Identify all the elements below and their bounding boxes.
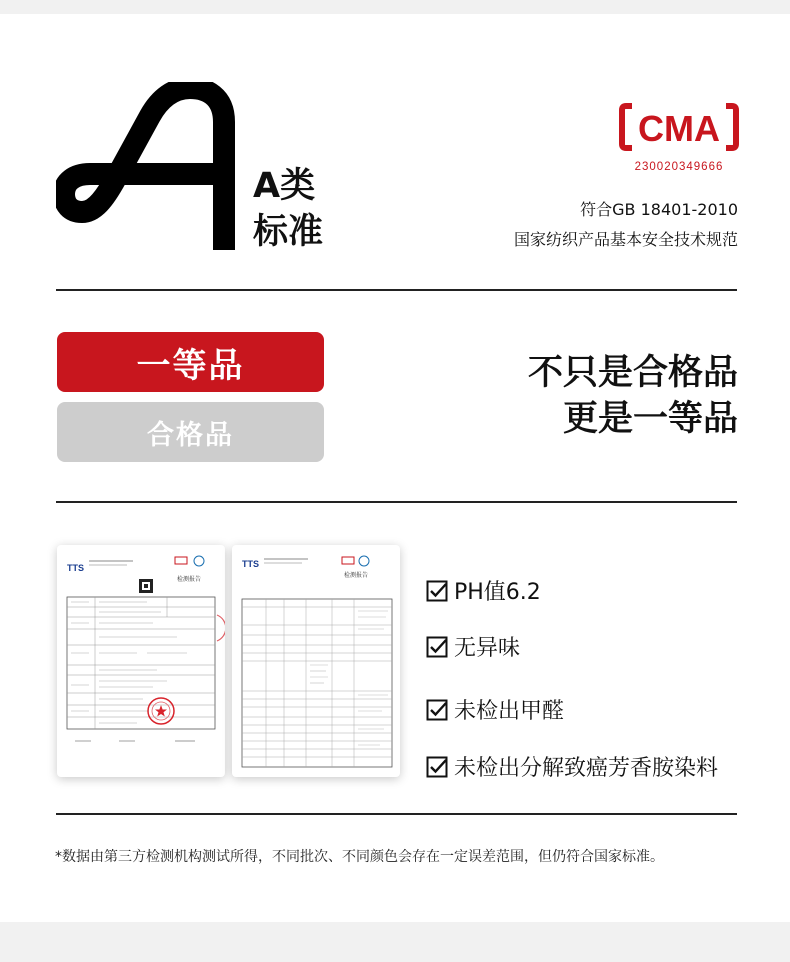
slogan-line-2: 更是一等品 <box>562 399 738 439</box>
top-band <box>0 0 790 14</box>
report-logo: TTS <box>242 559 259 569</box>
divider <box>56 289 737 291</box>
report-title: 检测报告 <box>177 576 202 583</box>
checkbox-checked-icon <box>426 636 448 658</box>
qualified-grade-label: 合格品 <box>147 419 234 451</box>
check-item-odor <box>426 631 520 662</box>
divider <box>56 813 737 815</box>
checkbox-checked-icon <box>426 580 448 602</box>
first-grade-badge <box>57 332 324 392</box>
check-item-formaldehyde <box>426 694 564 725</box>
cma-number: 230020349666 <box>634 161 724 173</box>
test-report-image <box>57 545 225 777</box>
test-report-image <box>232 545 400 777</box>
report-logo: TTS <box>67 563 84 573</box>
test-report-illustration <box>57 545 225 777</box>
standard-code: 符合GB 18401-2010 <box>580 200 738 219</box>
check-item-ph <box>426 575 541 606</box>
check-item-label: 无异味 <box>454 636 521 661</box>
cma-certification-logo <box>618 100 740 174</box>
grade-standard-label: 标准 <box>253 212 324 252</box>
slogan-line-1: 不只是合格品 <box>527 353 738 393</box>
report-title: 检测报告 <box>344 572 369 579</box>
bottom-band <box>0 922 790 962</box>
checkbox-checked-icon <box>426 756 448 778</box>
footnote: *数据由第三方检测机构测试所得，不同批次、不同颜色会存在一定误差范围，但仍符合国家标准。 <box>55 849 664 865</box>
check-item-label: 未检出分解致癌芳香胺染料 <box>454 756 719 781</box>
first-grade-label: 一等品 <box>136 345 245 386</box>
cma-logo-text: CMA <box>638 108 720 149</box>
check-item-label: PH值6.2 <box>454 580 541 605</box>
check-item-label: 未检出甲醛 <box>454 699 565 724</box>
checkbox-checked-icon <box>426 699 448 721</box>
qualified-grade-badge <box>57 402 324 462</box>
standard-name: 国家纺织产品基本安全技术规范 <box>513 230 738 249</box>
test-report-illustration <box>232 545 400 777</box>
divider <box>56 501 737 503</box>
a-grade-logo <box>56 82 241 254</box>
grade-class-label: A类 <box>253 166 316 206</box>
check-item-azo-dyes <box>426 751 718 782</box>
